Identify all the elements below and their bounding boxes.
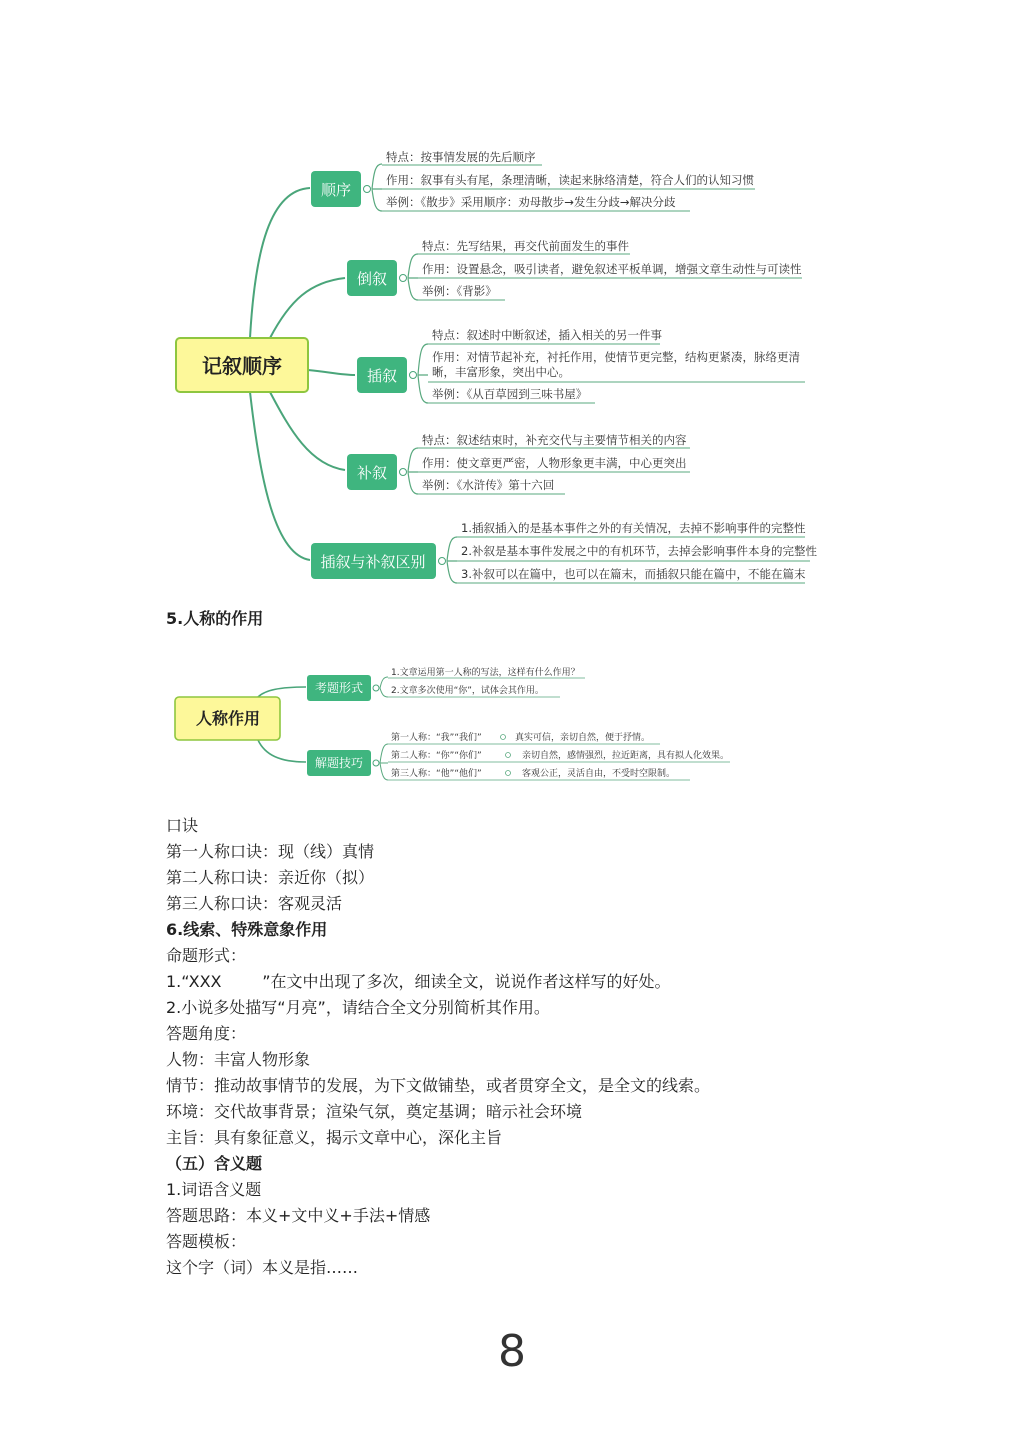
branch-label: 解题技巧 xyxy=(314,756,364,770)
leaf: 举例：《背影》 xyxy=(422,284,497,298)
page-number: 8 xyxy=(498,1326,526,1377)
branch-label: 考题形式 xyxy=(314,681,364,695)
leaf: 作用：设置悬念，吸引读者，避免叙述平板单调，增强文章生动性与可读性 xyxy=(422,262,802,276)
text-line: 1.词语含义题 xyxy=(166,1180,262,1199)
leaf: 第一人称：“我”“我们” xyxy=(391,733,482,743)
leaf: 客观公正，灵活自由，不受时空限制。 xyxy=(522,769,676,779)
leaf: 1.文章运用第一人称的写法，这样有什么作用？ xyxy=(391,668,580,678)
leaf: 举例：《散步》采用顺序：劝母散步→发生分歧→解决分歧 xyxy=(386,195,676,209)
body-text xyxy=(166,813,966,1281)
text-line: 第一人称口诀：现（线）真情 xyxy=(166,842,375,861)
text-line: 命题形式： xyxy=(166,946,247,965)
leaf: 亲切自然，感情强烈，拉近距离，具有拟人化效果。 xyxy=(522,751,730,761)
root-node xyxy=(175,697,280,740)
branch-buxu xyxy=(347,433,690,494)
leaf: 真实可信，亲切自然，便于抒情。 xyxy=(515,733,651,743)
leaf: 作用：使文章更严密，人物形象更丰满，中心更突出 xyxy=(422,456,687,470)
section-title: 5.人称的作用 xyxy=(166,609,264,628)
leaf: 1.插叙插入的是基本事件之外的有关情况，去掉不影响事件的完整性 xyxy=(461,521,806,535)
branch-question-form xyxy=(307,666,585,701)
branch-label: 顺序 xyxy=(320,181,352,199)
leaf: 晰，丰富形象，突出中心。 xyxy=(432,365,570,379)
branch-daoxu xyxy=(347,239,802,300)
root-label: 记叙顺序 xyxy=(202,354,282,378)
text-line: 2.小说多处描写“月亮”，请结合全文分别简析其作用。 xyxy=(166,998,550,1017)
text-line: 主旨：具有象征意义，揭示文章中心，深化主旨 xyxy=(166,1128,503,1147)
mindmap-narrative-order xyxy=(0,130,1024,600)
leaf: 2.补叙是基本事件发展之中的有机环节，去掉会影响事件本身的完整性 xyxy=(461,544,817,558)
leaf: 第三人称：“他”“他们” xyxy=(391,769,482,779)
root-label: 人称作用 xyxy=(195,709,261,728)
leaf: 2.文章多次使用“你”，试体会其作用。 xyxy=(391,686,544,696)
section-heading: 6.线索、特殊意象作用 xyxy=(166,920,328,939)
branch-chaxu xyxy=(357,328,805,403)
leaf: 作用：叙事有头有尾，条理清晰，读起来脉络清楚，符合人们的认知习惯 xyxy=(386,173,754,187)
branch-label: 补叙 xyxy=(356,464,388,482)
text-line: 情节：推动故事情节的发展，为下文做铺垫，或者贯穿全文，是全文的线索。 xyxy=(166,1076,711,1095)
leaf: 3.补叙可以在篇中，也可以在篇末，而插叙只能在篇中，不能在篇末 xyxy=(461,567,806,581)
text-line: 第三人称口诀：客观灵活 xyxy=(166,894,343,913)
text-line: 答题角度： xyxy=(166,1024,247,1043)
leaf: 作用：对情节起补充，衬托作用，使情节更完整，结构更紧凑，脉络更清 xyxy=(432,350,800,364)
section-heading: （五）含义题 xyxy=(166,1154,263,1173)
text-line: 第二人称口诀：亲近你（拟） xyxy=(166,868,375,887)
branch-label: 插叙 xyxy=(366,367,398,385)
leaf: 第二人称：“你”“你们” xyxy=(391,751,482,761)
root-node xyxy=(176,338,308,392)
leaf: 特点：先写结果，再交代前面发生的事件 xyxy=(422,239,629,253)
branch-difference xyxy=(311,521,817,583)
text-line: 环境：交代故事背景；渲染气氛，奠定基调；暗示社会环境 xyxy=(166,1102,583,1121)
leaf: 特点：按事情发展的先后顺序 xyxy=(386,150,536,164)
branch-label: 插叙与补叙区别 xyxy=(320,553,426,571)
branch-label: 倒叙 xyxy=(356,270,388,288)
mindmap-person-function xyxy=(0,655,1024,785)
text-line: 人物：丰富人物形象 xyxy=(166,1050,311,1069)
text-line: 这个字（词）本义是指…… xyxy=(166,1258,359,1277)
leaf: 特点：叙述时中断叙述，插入相关的另一件事 xyxy=(432,328,662,342)
text-line: 答题模板： xyxy=(166,1232,247,1251)
leaf: 特点：叙述结束时，补充交代与主要情节相关的内容 xyxy=(422,433,687,447)
text-line: 答题思路：本义+文中义+手法+情感 xyxy=(166,1206,431,1225)
leaf: 举例：《从百草园到三味书屋》 xyxy=(432,387,588,401)
leaf: 举例：《水浒传》第十六回 xyxy=(422,478,555,492)
text-line: 1.“XXX ”在文中出现了多次，细读全文，说说作者这样写的好处。 xyxy=(166,972,671,991)
branch-shunxu xyxy=(311,150,755,211)
text-line: 口诀 xyxy=(166,816,199,835)
branch-technique xyxy=(307,731,730,780)
